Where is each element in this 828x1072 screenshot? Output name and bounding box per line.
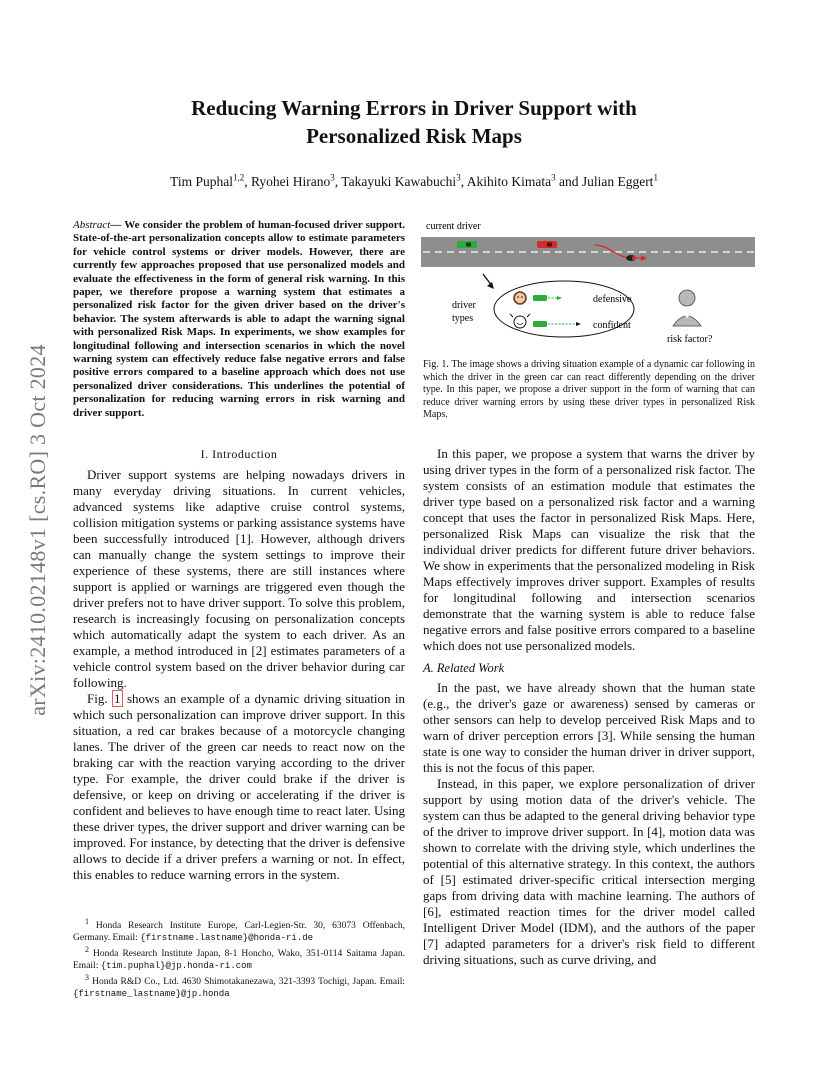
label-defensive: defensive (593, 294, 632, 305)
author: Takayuki Kawabuchi$^3$, (341, 172, 467, 189)
title-line-2: Personalized Risk Maps (306, 124, 522, 148)
green-car-window (466, 243, 471, 247)
confident-arrow-icon (576, 322, 581, 326)
subsection-heading-related-work: A. Related Work (423, 661, 505, 675)
figure-1 (421, 218, 759, 356)
footnote: $^2$ Honda Research Institute Japan, 8-1 Honcho, Wako, 351-0114 Saitama Japan. Email: {tim.puphal}@jp.honda-ri.com (73, 945, 405, 972)
abstract (73, 219, 405, 420)
raised-arm (510, 314, 513, 317)
figure-1-caption: Fig. 1. The image shows a driving situation example of a dynamic car following in which the driver in the green car can react differently depending on the driver type. In this paper, we propose a driver support in the form of warning that can reduce driver warning errors by using these driver types in personalized Risk Maps. (423, 359, 755, 421)
eye (521, 296, 523, 298)
intro-paragraph-1: Driver support systems are helping nowadays drivers in many everyday driving situations. In current vehicles, advanced systems like adaptive cruise control systems, collision mitigation systems or parking assistance systems have been successfully introduced [1]. However, although drivers can manually change the system settings to improve their experience of these systems, there are still instances where support is applied or warnings are triggered even though the driver prefers not to have driver support. To solve this problem, research is increasingly focusing on personalization concepts which automatically adapt the system to each driver. As an example, a method introduced in [2] estimates parameters of a vehicle control system based on the driver behavior during car following. (73, 467, 405, 690)
section-heading-introduction: I. Introduction (200, 447, 278, 461)
author: Akihito Kimata$^3$ and (466, 172, 582, 189)
defensive-green-car-icon (533, 295, 547, 301)
raised-arm (527, 314, 530, 317)
red-car-window (547, 243, 552, 247)
abstract-text: — We consider the problem of human-focused driver support. State-of-the-art personalization concepts allow to estimate parameters for vehicle control systems or driver models. However, there are currently few approaches proposed that use personalized models and evaluate the effectiveness in the form of general risk warning. In this paper, we therefore propose a warning system that estimates a personalized risk factor for the given driver based on the driver's behavior. The system afterwards is able to adapt the warning signal with personalized Risk Maps. In experiments, we show examples for longitudinal following and intersection scenarios in which the novel warning system can effectively reduce false negative errors and false positive errors compared to a baseline approach which does not use personalized driver considerations. This underlines the potential of personalization for reducing warning errors in risk warning and driver support. (73, 219, 405, 419)
footnote: $^3$ Honda R&D Co., Ltd. 4630 Shimotakanezawa, 321-3393 Tochigi, Japan. Email: {firstname_lastname}@jp.honda (73, 973, 405, 1000)
unknown-driver-icon (679, 290, 695, 306)
confident-driver-face-icon (514, 316, 526, 328)
right-paragraph-1: In this paper, we propose a system that warns the driver by using driver types in the form of a personalized risk factor. The system consists of an estimation module that estimates the driver type based on a personalized risk factor and a warning concept that uses the factor in personalized Risk Maps. Here, personalized Risk Maps can visualize the risk that the individual driver predicts for different future driver behaviors. We show in experiments that the personalized modeling in Risk Maps effectively improves driver support. Examples of results for longitudinal following and intersection scenarios demonstrate that the warning system is able to reduce false negative errors and false positive errors compared to a baseline which does not use personalized models. (423, 446, 755, 653)
right-column-body (423, 446, 755, 968)
label-types: types (452, 313, 474, 324)
motorcycle-rider (632, 256, 636, 260)
defensive-arrow-icon (557, 296, 562, 300)
intro-paragraph-2: Fig. 1 shows an example of a dynamic driving situation in which such personalization can improve driver support. In this situation, a red car brakes because of a motorcycle changing lanes. The driver of the green car needs to react now on the braking car with the reaction varying according to the driver type. For example, the driver could brake if the driver is defensive, or keep on driving or accelerating if the driver is confident and believes to have enough time to react later. Using these driver types, the driver support and driver warning can be improved. For instance, by detecting that the driver is defensive allows to decide if a driver prefers a warning or not. In effect, this enables to reduce warning errors in the system. (73, 691, 405, 882)
label-driver: driver (452, 300, 476, 311)
author: Tim Puphal$^{1,2}$, (170, 172, 251, 189)
right-paragraph-3: Instead, in this paper, we explore personalization of driver support by using motion data of the driver's vehicle. The system can thus be adapted to the general driving behavior type of the driver to improve driver support. In [4], motion data was shown to correlate with the driving style, which underlines the potential of this alternative strategy. In this context, the authors of [5] estimated driver-specific critical intersection merging gaps from driving data with machine learning. The authors of [6], estimated reaction times for the driver model called Intelligent Driver Model (IDM), and the authors of the paper [7] adapted parameters for a driver's risk field to different driving situations, such as curve driving, and (423, 776, 755, 967)
paper-title (100, 94, 728, 150)
footnotes (73, 916, 405, 1000)
introduction-body (73, 467, 405, 883)
label-confident: confident (593, 320, 631, 331)
arxiv-identifier: arXiv:2410.02148v1 [cs.RO] 3 Oct 2024 (25, 344, 51, 716)
label-current-driver: current driver (426, 221, 481, 232)
figure-reference-link[interactable]: 1 (114, 691, 121, 706)
title-line-1: Reducing Warning Errors in Driver Support with (191, 96, 637, 120)
driving-scene-illustration (421, 218, 759, 356)
author: Ryohei Hirano$^3$, (250, 172, 342, 189)
eye (517, 296, 519, 298)
abstract-label: Abstract (73, 219, 111, 231)
defensive-driver-face-icon (514, 292, 526, 304)
author: Julian Eggert$^1$ (581, 172, 658, 189)
footnote: $^1$ Honda Research Institute Europe, Carl-Legien-Str. 30, 63073 Offenbach, Germany. Email: {firstname.lastname}@honda-ri.de (73, 917, 405, 944)
confident-green-car-icon (533, 321, 547, 327)
right-paragraph-2: In the past, we have already shown that the human state (e.g., the driver's gaze or awareness) sensed by cameras or other sensors can help to develop perceived Risk Maps and to warn of driver perception errors [3]. While sensing the human state is one way to consider the human driver in driver support, this is not the focus of this paper. (423, 680, 755, 775)
author-list (80, 172, 748, 190)
label-risk-factor: risk factor? (667, 334, 713, 345)
